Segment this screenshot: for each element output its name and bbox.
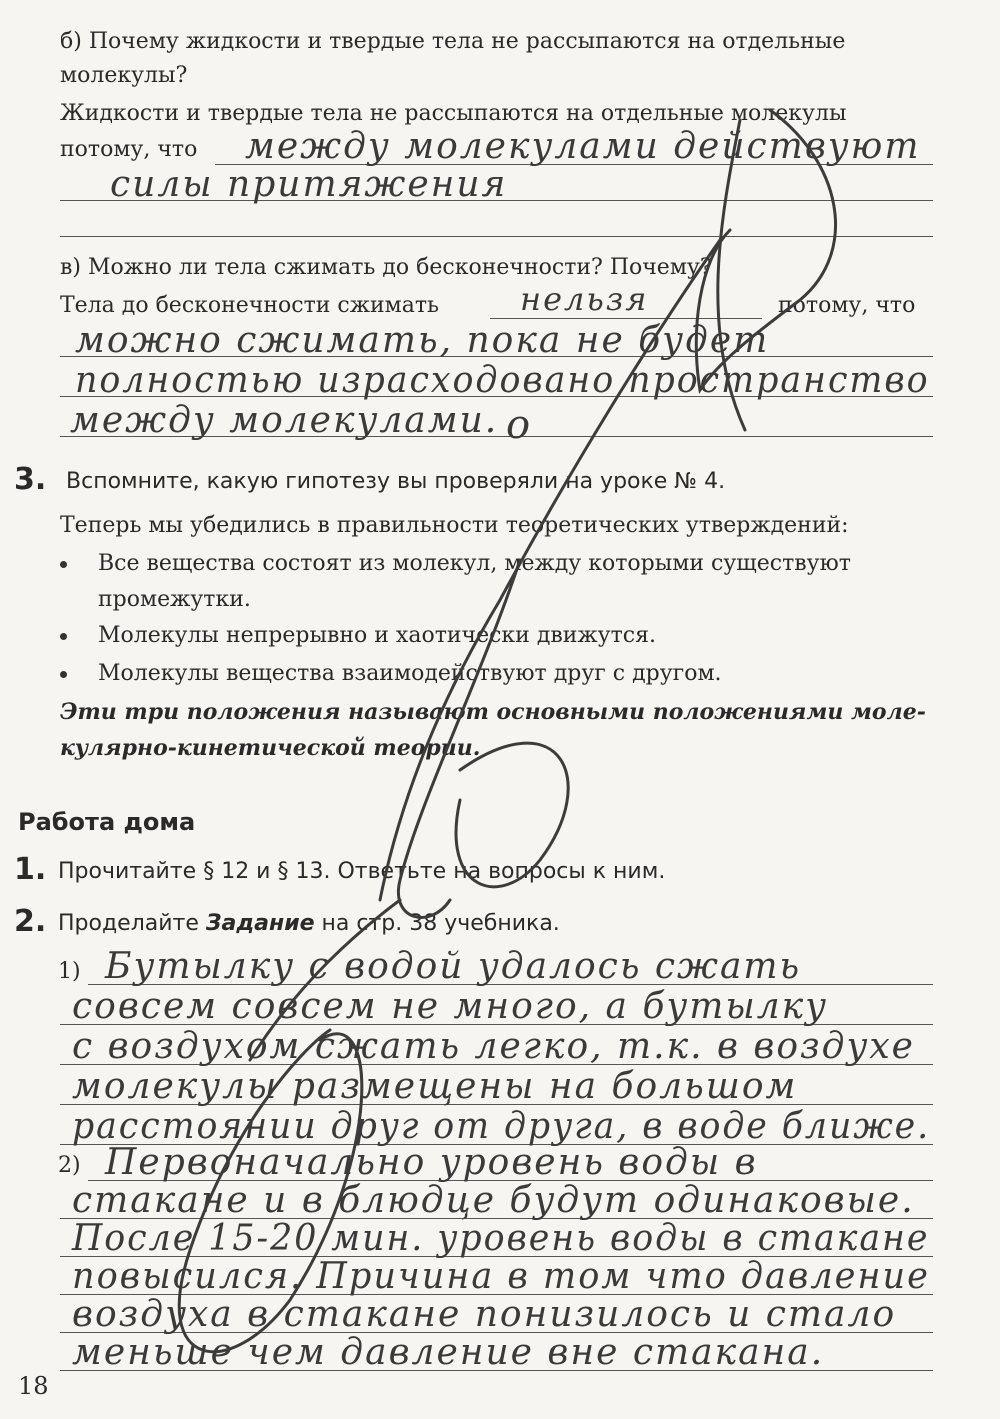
- handwritten-answer-2-4: повысился. Причина в том что давление: [72, 1256, 930, 1297]
- conclusion-line1: Эти три положения называют основными положениями моле-: [60, 699, 926, 725]
- question-c: в) Можно ли тела сжимать до бесконечности? Почему?: [60, 255, 712, 280]
- task-3-title: Вспомните, какую гипотезу вы проверяли на уроке № 4.: [66, 469, 726, 494]
- answer-b-prefix: потому, что: [60, 137, 198, 162]
- handwritten-answer-1-5: расстоянии друг от друга, в воде ближе.: [72, 1106, 931, 1147]
- answer-c-prefix: Тела до бесконечности сжимать: [60, 293, 440, 318]
- handwritten-answer-1-4: молекулы размещены на большом: [72, 1066, 798, 1107]
- bullet-3: Молекулы вещества взаимодействуют друг с другом.: [98, 661, 722, 686]
- question-b-line1: б) Почему жидкости и твердые тела не рассыпаются на отдельные: [60, 29, 846, 54]
- answer-b-line1: Жидкости и твердые тела не рассыпаются на отдельные молекулы: [60, 101, 847, 126]
- handwritten-answer-c-1: можно сжимать, пока не будет: [75, 320, 770, 361]
- answer-1-label: 1): [58, 959, 81, 984]
- handwritten-answer-2-5: воздуха в стакане понизилось и стало: [72, 1294, 897, 1335]
- handwritten-answer-2-1: Первоначально уровень воды в: [105, 1142, 758, 1183]
- task-3-number: 3.: [14, 462, 47, 497]
- handwritten-answer-c-2: полностью израсходовано пространство: [75, 360, 930, 401]
- conclusion-line2: кулярно-кинетической теории.: [60, 735, 481, 761]
- question-b-line2: молекулы?: [60, 63, 188, 88]
- task-3-intro: Теперь мы убедились в правильности теоретических утверждений:: [60, 513, 849, 538]
- answer-c-suffix: потому, что: [778, 293, 916, 318]
- handwritten-answer-2-2: стакане и в блюдце будут одинаковые.: [72, 1180, 915, 1221]
- homework-heading: Работа дома: [18, 808, 196, 836]
- handwritten-answer-1-3: с воздухом сжать легко, т.к. в воздухе: [72, 1026, 915, 1067]
- bullet-1-line2: промежутки.: [98, 587, 251, 612]
- handwritten-answer-1-2: совсем совсем не много, а бутылку: [72, 986, 829, 1027]
- handwritten-answer-b-1: между молекулами действуют: [245, 126, 921, 167]
- handwritten-answer-b-2: силы притяжения: [110, 164, 508, 205]
- page-number: 18: [18, 1372, 49, 1400]
- homework-item-1: Прочитайте § 12 и § 13. Ответьте на вопросы к ним.: [58, 859, 666, 884]
- handwritten-answer-2-6: меньше чем давление вне стакана.: [72, 1332, 825, 1373]
- answer-2-label: 2): [58, 1153, 81, 1178]
- handwritten-answer-2-3: После 15-20 мин. уровень воды в стакане: [72, 1218, 930, 1259]
- grade-mark: o: [506, 402, 533, 448]
- homework-item-2-bold: Задание: [205, 911, 315, 936]
- homework-item-2-number: 2.: [14, 904, 47, 939]
- bullet-1-line1: Все вещества состоят из молекул, между которыми существуют: [98, 551, 851, 576]
- handwritten-answer-1-1: Бутылку с водой удалось сжать: [105, 946, 802, 987]
- homework-item-2-prefix: Проделайте: [58, 911, 199, 936]
- homework-item-2-suffix: на стр. 38 учебника.: [321, 911, 560, 936]
- homework-item-1-number: 1.: [14, 852, 47, 887]
- handwritten-fill-c: нельзя: [520, 280, 649, 318]
- bullet-2: Молекулы непрерывно и хаотически движутся.: [98, 623, 656, 648]
- handwritten-answer-c-3: между молекулами.: [70, 400, 499, 441]
